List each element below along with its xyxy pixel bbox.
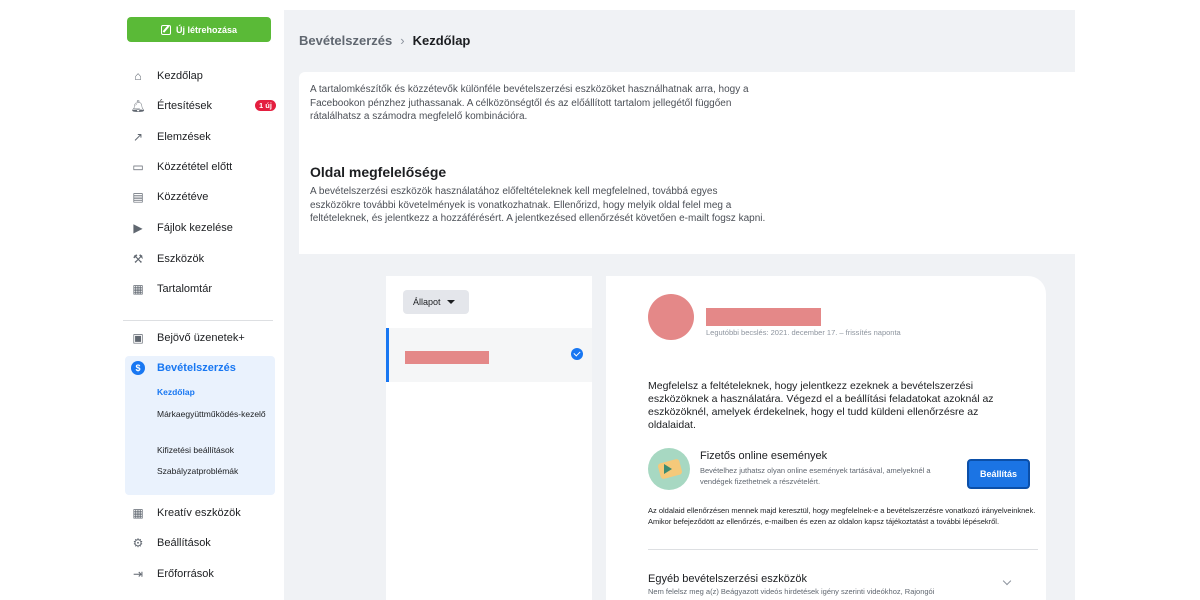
other-tools-description: Nem felelsz meg a(z) Beágyazott videós hirdetések igény szerinti videókhoz, Rajongói (648, 587, 935, 596)
sidebar-item-label: Bejövő üzenetek+ (157, 332, 245, 344)
tool-title: Fizetős online események (700, 450, 828, 462)
sidebar-item-notifications[interactable] (118, 92, 278, 120)
sidebar-item-label: Közzétéve (157, 191, 209, 203)
library-icon: ▦ (132, 282, 144, 296)
eligibility-text: Megfelelsz a feltételeknek, hogy jelentkezz ezeknek a bevételszerzési eszközöknek a használatára. Végezd el a beállítási feladatokat azoknál az eszközöknél, amelyek érdekelnek, hogy el tudd küldeni ellenőrzésre az oldalaidat. (648, 380, 994, 431)
sub-item-home[interactable]: Kezdőlap (157, 387, 195, 397)
section-text: A bevételszerzési eszközök használatához előfeltételeknek kell megfelelned, továbbá egyes eszközökre további követelmények is vonatkozhatnak. Ellenőrizd, hogy melyik oldal felel meg a feltételeknek, és jelentkezz a hozzáférésért. A jelentkezésed ellenőrzését követően e-mailt fogsz kapni. (310, 186, 766, 224)
sub-item-brand-collabs[interactable]: Márkaegyüttműködés-kezelő (157, 409, 266, 419)
sidebar-item-inbox[interactable] (118, 324, 278, 352)
sidebar-item-label: Beállítások (157, 537, 211, 549)
sidebar-item-label: Kezdőlap (157, 70, 203, 82)
gear-icon: ⚙ (132, 536, 144, 550)
section-title: Oldal megfelelősége (310, 164, 447, 180)
sidebar-item-library[interactable] (118, 275, 278, 303)
sidebar-item-monetization[interactable] (118, 354, 278, 382)
bell-icon: 🔔︎ (130, 99, 146, 113)
status-filter-label: Állapot (413, 297, 441, 307)
redacted-page-avatar (648, 294, 694, 340)
paid-events-icon (648, 448, 690, 490)
sidebar-item-label: Tartalomtár (157, 283, 213, 295)
chevron-right-icon: › (400, 33, 405, 48)
page-list-panel (386, 276, 592, 600)
sidebar-item-label: Fájlok kezelése (157, 222, 233, 234)
sub-item-payout-settings[interactable]: Kifizetési beállítások (157, 445, 235, 455)
breadcrumb-parent[interactable]: Bevételszerzés (299, 33, 393, 48)
sidebar-item-home[interactable] (118, 62, 278, 90)
page-list-item[interactable] (386, 328, 592, 382)
status-filter-dropdown[interactable] (403, 290, 469, 314)
create-new-button[interactable] (127, 17, 271, 42)
sidebar-item-label: Kreatív eszközök (157, 507, 241, 519)
intro-card (299, 72, 1075, 254)
sub-item-policy-issues[interactable]: Szabályzatproblémák (157, 466, 239, 476)
sidebar-item-drafts[interactable] (118, 153, 278, 181)
sidebar-item-label: Elemzések (157, 131, 211, 143)
panel-divider (592, 276, 606, 600)
files-icon: ▶ (133, 221, 143, 235)
tool-description: Bevételhez juthatsz olyan online események tartásával, amelyeknél a vendégek fizethetnek a részvételért. (700, 466, 931, 486)
sidebar-item-label: Bevételszerzés (157, 362, 236, 374)
draft-icon: ▭ (132, 160, 144, 174)
dollar-coin-icon: $ (131, 361, 145, 375)
sidebar-item-label: Erőforrások (157, 568, 214, 580)
page-detail-panel (606, 276, 1046, 600)
sidebar-item-label: Eszközök (157, 253, 205, 265)
setup-button[interactable]: Beállítás (967, 459, 1030, 489)
sidebar-item-tools[interactable] (118, 245, 278, 273)
sidebar-item-files[interactable] (118, 214, 278, 242)
intro-text: A tartalomkészítők és közzétevők különféle bevételszerzési eszközöket használhatnak arra, hogy a Facebookon pénzhez juthassanak. A célközönségtől és az előállított tartalom jellegétől függően rátalálhatsz a számodra megfelelő kombinációra. (310, 84, 749, 122)
analytics-icon: ↗ (132, 130, 144, 144)
estimate-note: Legutóbbi becslés: 2021. december 17. – frissítés naponta (706, 328, 901, 337)
chevron-down-icon[interactable] (1003, 577, 1011, 585)
sidebar-item-published[interactable] (118, 183, 278, 211)
sidebar-item-label: Értesítések (157, 100, 213, 112)
other-tools-title[interactable]: Egyéb bevételszerzési eszközök (648, 573, 807, 585)
home-icon: ⌂ (134, 69, 142, 83)
redacted-page-title (706, 308, 821, 326)
sidebar-item-resources[interactable] (118, 560, 278, 588)
breadcrumb (299, 33, 470, 48)
breadcrumb-current: Kezdőlap (412, 33, 471, 48)
sidebar-item-creative-tools[interactable] (118, 499, 278, 527)
section-divider (648, 549, 1038, 550)
caret-down-icon (447, 300, 455, 304)
creative-icon: ▦ (132, 506, 144, 520)
sidebar (118, 0, 286, 600)
resources-icon: ⇥ (132, 567, 144, 581)
notification-badge: 1 új (255, 100, 276, 111)
edit-icon (161, 25, 171, 35)
tools-icon: ⚒ (132, 252, 144, 266)
published-icon: ▤ (132, 190, 144, 204)
sidebar-item-label: Közzététel előtt (157, 161, 233, 173)
create-new-label: Új létrehozása (175, 24, 238, 35)
inbox-icon: ▣ (132, 331, 144, 345)
sidebar-item-settings[interactable] (118, 529, 278, 557)
sidebar-divider (123, 320, 273, 321)
review-note: Az oldalaid ellenőrzésen mennek majd keresztül, hogy megfelelnek-e a bevételszerzésre vonatkozó irányelveinknek. Amikor befejeződött az ellenőrzés, e-mailben és ezen az oldalon kapsz tájékoztatást a további lépésekről. (648, 506, 1036, 526)
check-circle-icon (571, 348, 583, 360)
sidebar-item-analytics[interactable] (118, 123, 278, 151)
redacted-page-name (405, 351, 489, 364)
